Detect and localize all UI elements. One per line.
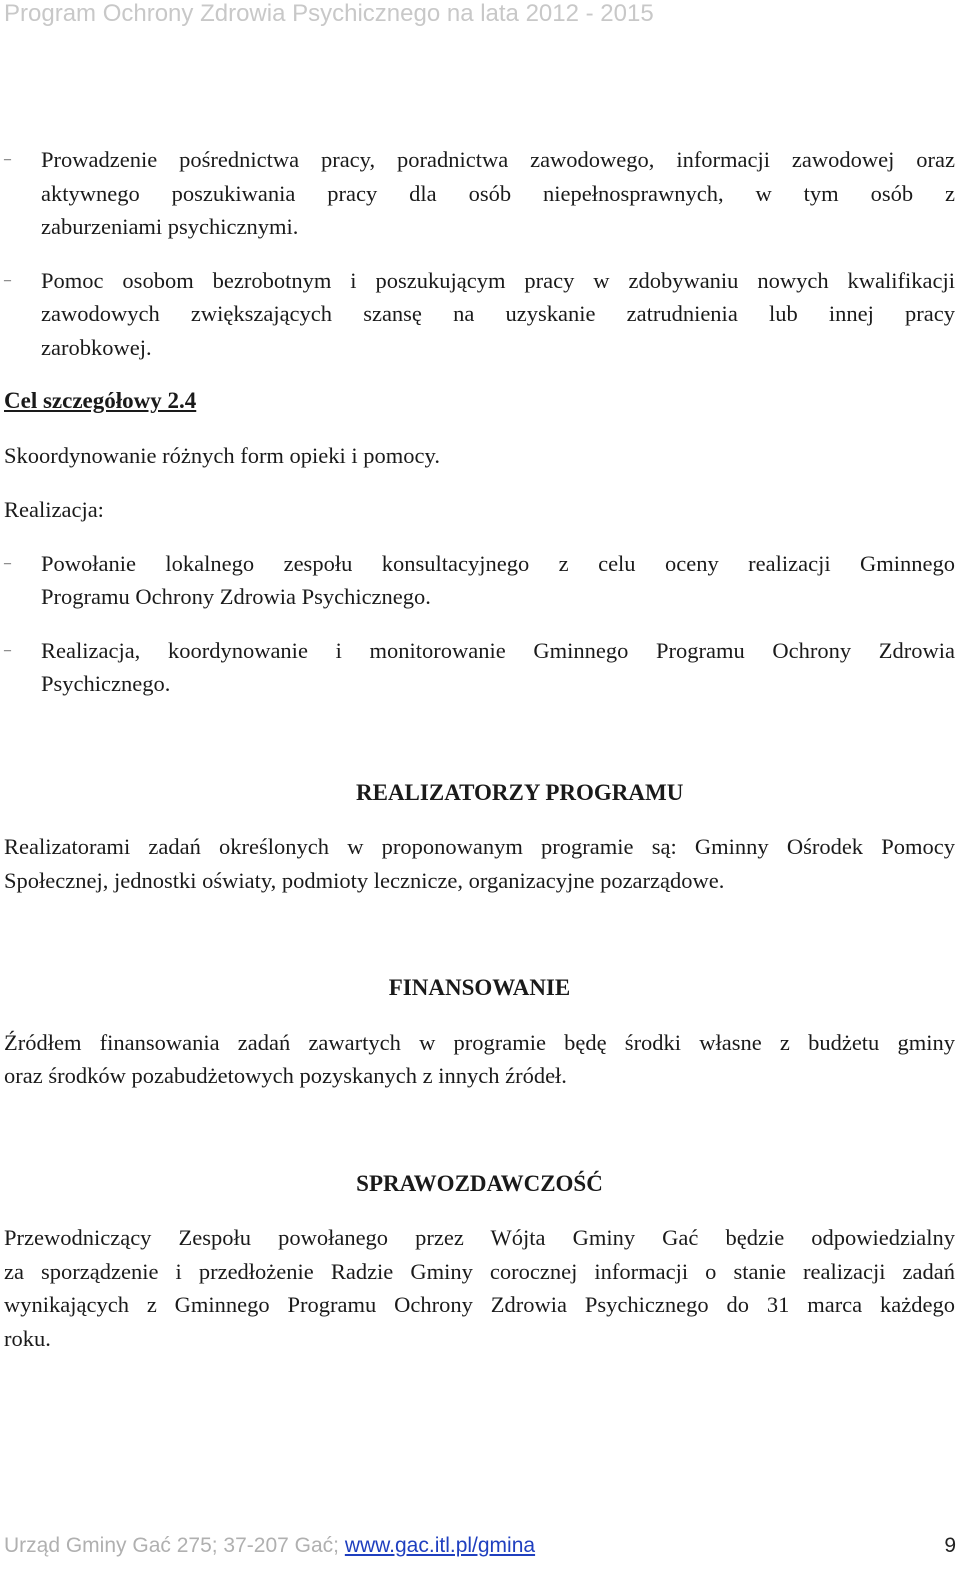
list-item-line: Powołanie lokalnego zespołu konsultacyjnego z celu oceny realizacji Gminnego [41, 550, 955, 576]
list-item-line: aktywnego poszukiwania pracy dla osób niepełnosprawnych, w tym osób z [41, 180, 955, 206]
goal-text: Skoordynowanie różnych form opieki i pomocy. [4, 442, 440, 468]
dash-bullet: – [4, 555, 11, 571]
realizers-line: Realizatorami zadań określonych w proponowanym programie są: Gminny Ośrodek Pomocy [4, 834, 955, 859]
list-item [4, 547, 955, 614]
dash-bullet: – [4, 642, 11, 658]
financing-line: oraz środków pozabudżetowych pozyskanych z innych źródeł. [4, 1063, 567, 1088]
realization-label: Realizacja: [4, 497, 104, 522]
page-footer [4, 1534, 956, 1558]
section-title-realizers: REALIZATORZY PROGRAMU [356, 779, 684, 805]
goal-heading: Cel szczegółowy 2.4 [4, 388, 197, 413]
list-item-line: zawodowych zwiększających szansę na uzyskanie zatrudnienia lub innej pracy [41, 301, 955, 326]
list-item [4, 634, 955, 701]
reporting-line: roku. [4, 1325, 51, 1351]
financing-line: Źródłem finansowania zadań zawartych w programie będę środki własne z budżetu gminy [4, 1029, 955, 1055]
reporting-line: wynikających z Gminnego Programu Ochrony Zdrowia Psychicznego do 31 marca każdego [4, 1292, 955, 1317]
page-header-title: Program Ochrony Zdrowia Psychicznego na lata 2012 - 2015 [4, 0, 654, 27]
list-item-line: zarobkowej. [41, 334, 152, 360]
list-item-line: Realizacja, koordynowanie i monitorowanie Gminnego Programu Ochrony Zdrowia [41, 637, 955, 663]
list-item-line: Psychicznego. [41, 671, 171, 696]
list-item-line: Programu Ochrony Zdrowia Psychicznego. [41, 584, 431, 609]
realizers-line: Społecznej, jednostki oświaty, podmioty lecznicze, organizacyjne pozarządowe. [4, 867, 725, 893]
list-item [4, 264, 955, 365]
reporting-line: za sporządzenie i przedłożenie Radzie Gminy corocznej informacji o stanie realizacji zadań [4, 1258, 955, 1284]
section-title-financing: FINANSOWANIE [388, 975, 571, 1000]
list-item-line: Prowadzenie pośrednictwa pracy, poradnictwa zawodowego, informacji zawodowej oraz [41, 147, 955, 172]
list-item [4, 143, 955, 244]
dash-bullet: – [4, 272, 11, 288]
dash-bullet: – [4, 152, 11, 167]
document-body [4, 143, 955, 1355]
page-number: 9 [944, 1534, 956, 1557]
footer-address: Urząd Gminy Gać 275; 37-207 Gać; [4, 1534, 345, 1557]
reporting-line: Przewodniczący Zespołu powołanego przez Wójta Gminy Gać będzie odpowiedzialny [4, 1225, 955, 1250]
section-title-reporting: SPRAWOZDAWCZOŚĆ [356, 1170, 603, 1196]
list-item-line: zaburzeniami psychicznymi. [41, 214, 299, 239]
list-item-line: Pomoc osobom bezrobotnym i poszukującym pracy w zdobywaniu nowych kwalifikacji [41, 267, 955, 293]
footer-website-link[interactable]: www.gac.itl.pl/gmina [344, 1534, 536, 1557]
